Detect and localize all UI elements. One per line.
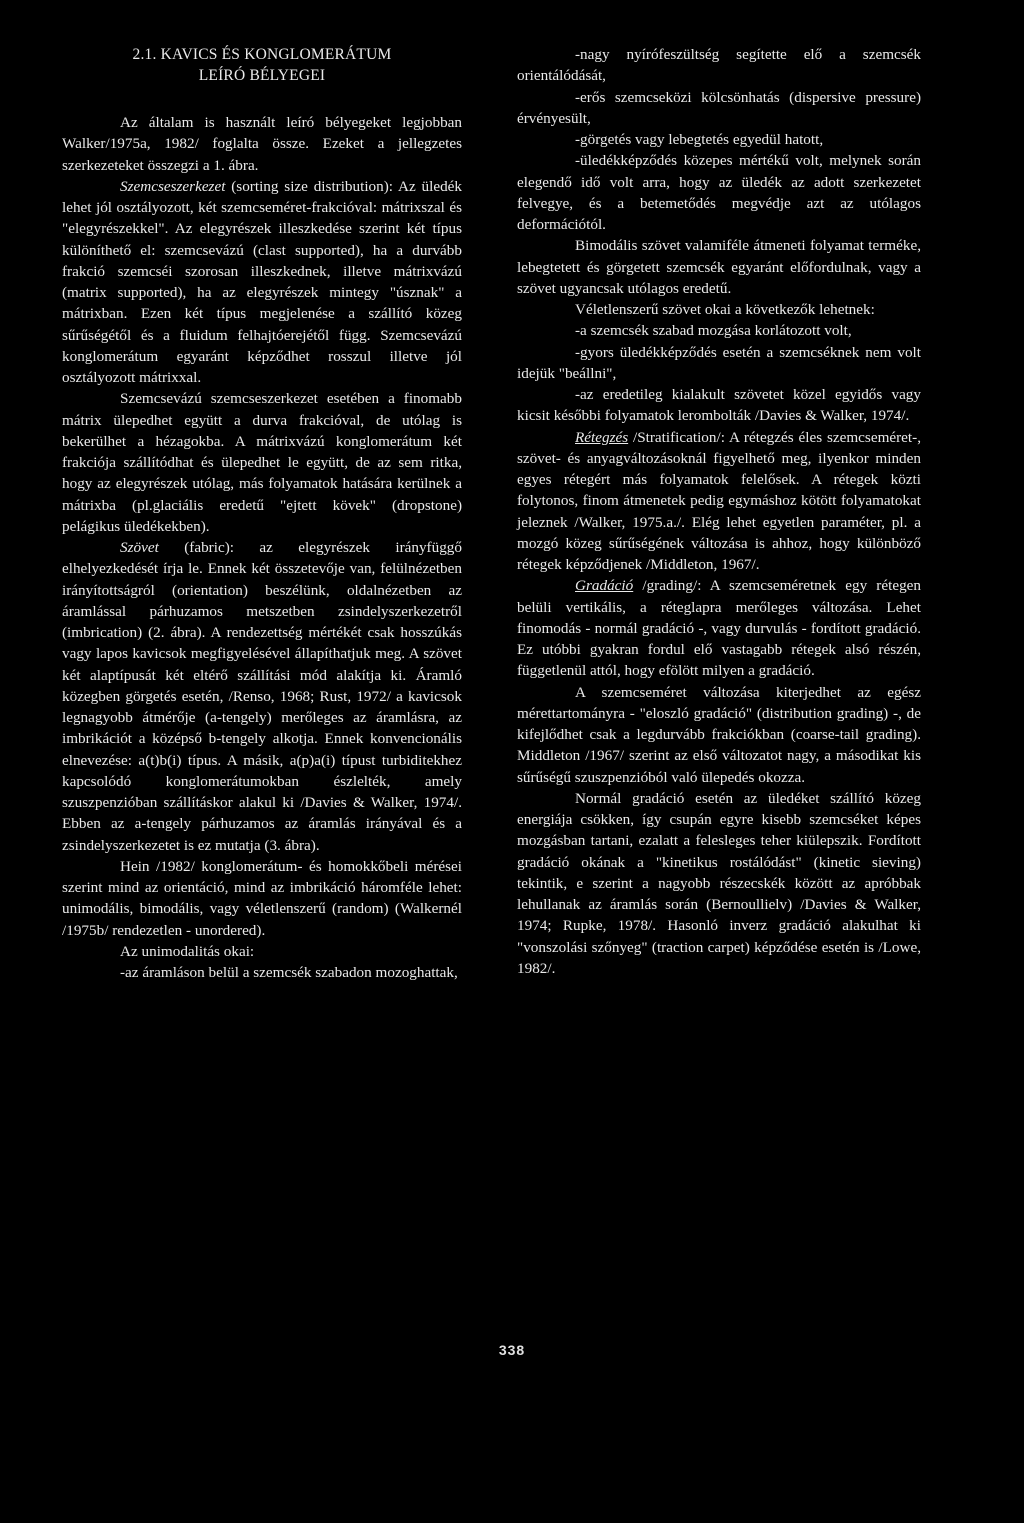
page-number: 338: [498, 1342, 526, 1358]
paragraph-text: (fabric): az elegyrészek irányfüggő elhelyezkedését írja le. Ennek két összetevője van, felülnézetben irányítottságról (orientation) beszélünk, oldalnézetben az áramlással párhuzamos metszetben zsindelyszerkezetről (imbrication) (2. ábra). A rendezettség mértékét csak hosszúkás vagy lapos kavicsok megfigyelésével állapíthatjuk meg. A szövet két alaptípusát két eltérő szállítási mód alakítja ki. Áramló közegben görgetés esetén, /Renso, 1968; Rust, 1972/ a kavicsok legnagyobb átmérője (a-tengely) merőleges az áramlásra, az imbrikációt a középső b-tengely alkotja. Ennek konvencionális elnevezése: a(t)b(i) típus. A másik, a(p)a(i) típust turbiditekhez kapcsolódó konglomerátumokban észlelték, amely szuszpenzióban szállításkor alakul ki /Davies & Walker, 1974/. Ebben az a-tengely párhuzamos az áramlás irányával és a zsindelyszerkezetet is ez mutatja (3. ábra).: [62, 539, 462, 854]
paragraph: [517, 575, 921, 681]
paragraph: Véletlenszerű szövet okai a következők lehetnek:: [575, 301, 875, 318]
paragraph: -erős szemcseközi kölcsönhatás (dispersive pressure) érvényesült,: [517, 88, 921, 127]
paragraph: -gyors üledékképződés esetén a szemcséknek nem volt idejük "beállni",: [517, 343, 921, 382]
paragraph: Az unimodalitás okai:: [120, 942, 255, 960]
paragraph-text: /grading/: A szemcseméretnek egy rétegen belüli vertikális, a réteglapra merőleges változása. Lehet finomodás - normál gradáció -, vagy durvulás - fordított gradáció. Ez utóbbi gyakran fordul elő vastagabb rétegek alsó részén, függetlenül attól, hogy efölött milyen a gradáció.: [517, 577, 921, 680]
paragraph: -nagy nyírófeszültség segítette elő a szemcsék orientálódását,: [517, 46, 921, 85]
paragraph: Bimodális szövet valamiféle átmeneti folyamat terméke, lebegtetett és görgetett szemcsék egyaránt előfordulnak, vagy a szövet ugyancsak utólagos eredetű.: [517, 237, 921, 297]
paragraph: A szemcseméret változása kiterjedhet az egész mérettartományra - "eloszló gradáció" (distribution grading) -, de kifejlődhet csak a legdurvább frakciókban (coarse-tail grading). Middleton /1967/ szerint az első változatot nagy, a másodikat kis sűrűségű szuszpenzióból való ülepedés okozza.: [517, 683, 921, 786]
paragraph: -görgetés vagy lebegtetés egyedül hatott,: [575, 131, 824, 148]
paragraph: Normál gradáció esetén az üledéket szállító közeg energiája csökken, így csupán egyre kisebb szemcséket képes mozgásban tartani, ezalatt a felesleges teher kiülepszik. Fordított gradáció okának a "kinetikus rostálódást" (kinetic sieving) tekintik, e szerint a nagyobb részecskék között az apróbbak lehullanak az áramlás során (Bernoullielv) /Davies & Walker, 1974; Rupke, 1978/. Hasonló inverz gradáció alakulhat ki "vonszolási szőnyeg" (traction carpet) képződése esetén is /Lowe, 1982/.: [517, 789, 921, 977]
paragraph: -az áramláson belül a szemcsék szabadon mozoghattak,: [120, 964, 458, 981]
paragraph: [62, 176, 462, 389]
term-fabric: Szövet: [120, 539, 159, 556]
paragraph: [62, 537, 462, 856]
paragraph: Hein /1982/ konglomerátum- és homokkőbeli mérései szerint mind az orientáció, mind az imbrikáció háromféle lehet: unimodális, bimodális, vagy véletlenszerű (random) (Walkernél /1975b/ rendezetlen - unordered).: [62, 857, 462, 939]
section-heading-line-1: 2.1. KAVICS ÉS KONGLOMERÁTUM: [132, 46, 392, 63]
term-grading: Gradáció: [575, 577, 634, 595]
paragraph: Szemcsevázú szemcseszerkezet esetében a finomabb mátrix ülepedhet együtt a durva frakcióval, de utólag is bekerülhet a hézagokba. A mátrixvázú konglomerátum két frakciója szállítódhat és ülepedhet le együtt, de az sem ritka, hogy az elegyrészek utólag, más folyamatok hatására kerülnek a mátrixba (pl.glaciális eredetű "ejtett kövek" (dropstone) pelágikus üledékekben).: [62, 390, 462, 535]
left-column: [62, 44, 462, 983]
paragraph-text: /Stratification/: A rétegzés éles szemcseméret-, szövet- és anyagváltozásoknál figyelhető meg, ilyenkor minden egyes rétegért más folyamatok felelősek. A rétegek közti folytonos, finom átmenetek pedig egymáshoz kötött folyamatokat jeleznek /Walker, 1975.a./. Elég lehet egyetlen paraméter, pl. a mozgó közeg sűrűségének változása is ahhoz, hogy különböző rétegek képződjenek /Middleton, 1967/.: [517, 428, 921, 573]
paragraph: -az eredetileg kialakult szövetet közel egyidős vagy kicsit későbbi folyamatok lerombolták /Davies & Walker, 1974/.: [517, 386, 921, 425]
term-sorting: Szemcseszerkezet: [120, 177, 226, 195]
paragraph: [517, 427, 921, 576]
heading-spacer: [62, 86, 462, 112]
paragraph-text: (sorting size distribution): Az üledék lehet jól osztályozott, két szemcseméret-frakcióval: mátrixszal és "elegyrészekkel". Az elegyrészek illeszkedése szerint két típus különíthető el: szemcsevázú (clast supported), ha a durvább frakció szemcséi szorosan illeszkednek, illetve mátrixvázú (matrix supported), ha az elegyrészek mintegy "úsznak" a mátrixban. Ezen két típus megjelenése a szállító közeg sűrűségétől és a fluidum felhajtóerejétől függ. Szemcsevázú konglomerátum egyaránt képződhet rosszul illetve jól osztályozott mátrixxal.: [62, 177, 462, 386]
term-stratification: Rétegzés: [575, 428, 629, 446]
section-heading: [62, 44, 462, 86]
paragraph: -üledékképződés közepes mértékű volt, melynek során elegendő idő volt arra, hogy az üledék az adott szerkezetet felvegye, és a betemetődés megvédje azt az utólagos deformációtól.: [517, 152, 921, 233]
section-heading-line-2: LEÍRÓ BÉLYEGEI: [198, 67, 326, 84]
paragraph: Az általam is használt leíró bélyegeket legjobban Walker/1975a, 1982/ foglalta össze. Ezeket a jellegzetes szerkezeteket összegzi a 1. ábra.: [62, 114, 462, 174]
paragraph: -a szemcsék szabad mozgása korlátozott volt,: [575, 322, 852, 340]
right-column: [517, 44, 921, 979]
